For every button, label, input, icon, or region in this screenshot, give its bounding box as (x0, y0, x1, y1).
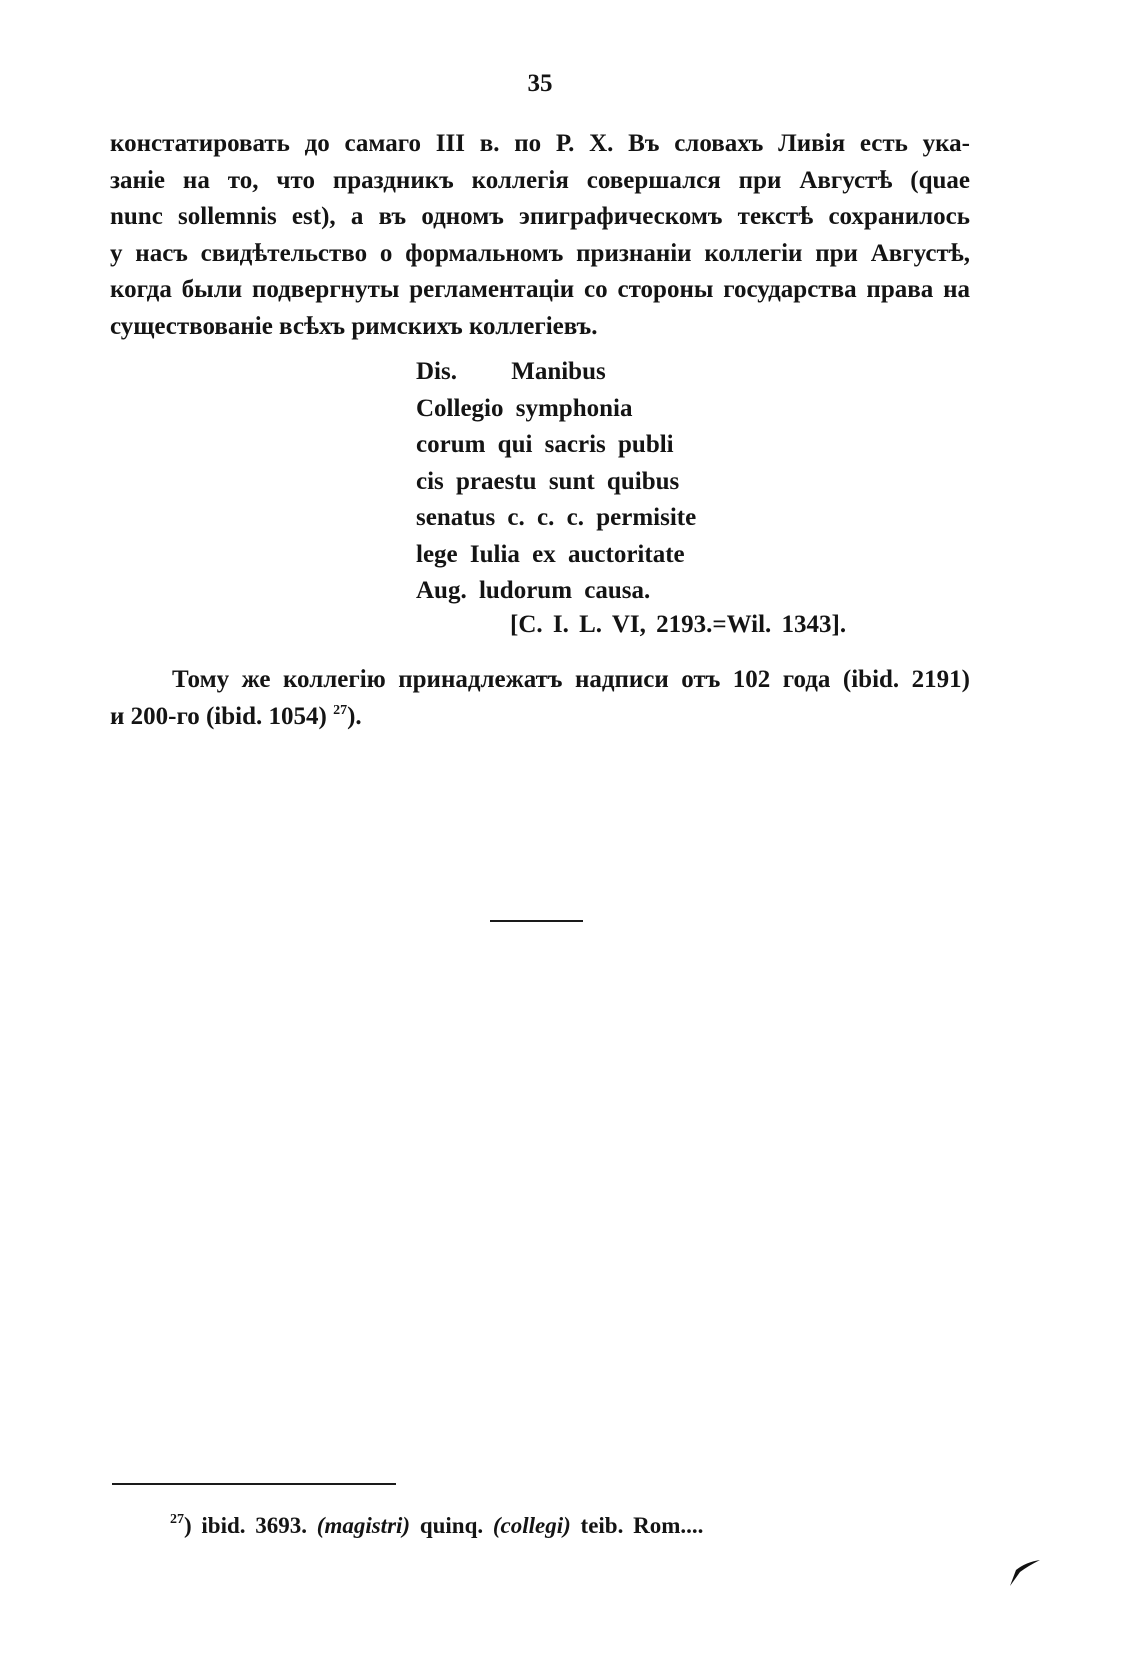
footnote-text: ibid. 3693. (191, 1513, 317, 1538)
text-run: и 200-го (ibid. 1054) (110, 702, 334, 730)
section-divider (490, 920, 583, 922)
text-line: Тому же коллегію принадлежатъ надписи отъ 102 года (ibid. 2191) (172, 666, 970, 693)
text-line: констатировать до самаго III в. по Р. Х. Въ словахъ Ливія есть ука- (110, 130, 970, 157)
text-line: существованіе всѣхъ римскихъ коллегіевъ. (110, 312, 598, 340)
text-line: заніе на то, что праздникъ коллегія совершался при Августѣ (quae (110, 166, 970, 194)
footnote-italic: (collegi) (492, 1513, 571, 1538)
inscription-line: Dis. Manibus (416, 358, 606, 385)
footnote-text: quinq. (410, 1513, 493, 1538)
inscription-line: corum qui sacris publi (416, 431, 674, 458)
scan-mark-icon (1008, 1558, 1042, 1588)
footnote-marker: 27 (170, 1512, 184, 1527)
text-line: когда были подвергнуты регламентаціи со стороны государства права на (110, 276, 970, 303)
footnote-rule (112, 1483, 396, 1485)
footnote-italic: (magistri) (316, 1513, 411, 1538)
text-line: у насъ свидѣтельство о формальномъ признаніи коллегіи при Августѣ, (110, 239, 970, 267)
body-paragraph-2 (110, 662, 970, 735)
latin-inscription (416, 354, 696, 610)
text-run: ). (347, 702, 362, 730)
text-line (110, 699, 970, 736)
inscription-line: senatus c. c. c. permisite (416, 504, 697, 531)
inscription-line: Collegio symphonia (416, 394, 633, 422)
inscription-line: lege Iulia ex auctoritate (416, 540, 685, 568)
inscription-line: Aug. ludorum causa. (416, 577, 651, 604)
page-number: 35 (527, 70, 553, 97)
inscription-citation: [C. I. L. VI, 2193.=Wil. 1343]. (510, 611, 847, 638)
body-paragraph-1 (110, 126, 970, 345)
footnote-marker-close: ) (184, 1513, 192, 1538)
footnote (170, 1513, 703, 1539)
text-line: nunc sollemnis est), а въ одномъ эпиграфическомъ текстѣ сохранилось (110, 203, 970, 230)
footnote-text: teib. Rom.... (570, 1513, 704, 1538)
footnote-reference: 27 (333, 702, 348, 718)
inscription-line: cis praestu sunt quibus (416, 467, 680, 495)
